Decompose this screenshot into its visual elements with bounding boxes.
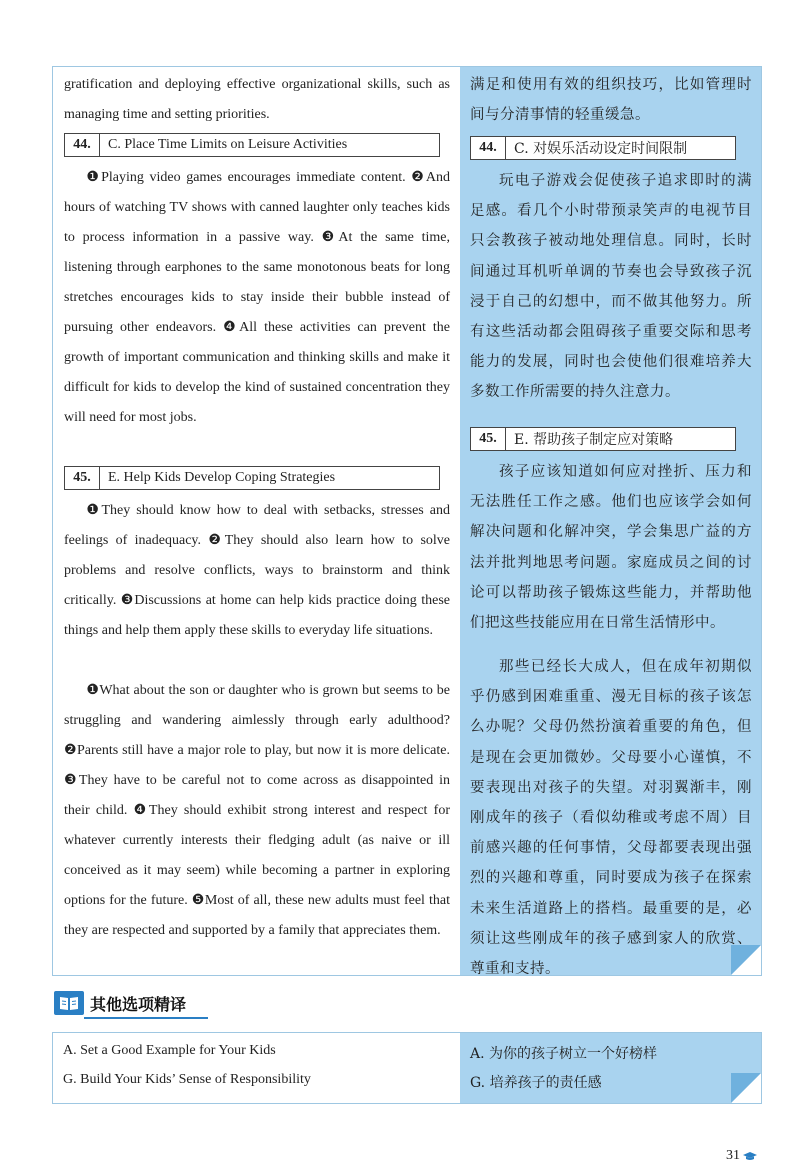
heading-45-en — [64, 466, 440, 490]
english-paragraph-45: ❶They should know how to deal with setbacks, stresses and feelings of inadequacy. ❷They should also learn how to solve problems and resolve conflicts, ways to brainstorm and think critically. ❸Discussions at home can help kids practice doing these things and help them apply these skills to everyday life situations. — [64, 503, 450, 638]
heading-45-title-zh: E. 帮助孩子制定应对策略 — [514, 432, 674, 448]
option-a-en: A. Set a Good Example for Your Kids — [63, 1043, 276, 1058]
section-underline — [84, 1017, 208, 1019]
option-a-zh: A. 为你的孩子树立一个好榜样 — [470, 1046, 658, 1062]
page-number-text: 31 — [726, 1148, 740, 1163]
heading-44-title-zh: C. 对娱乐活动设定时间限制 — [514, 141, 688, 157]
heading-44-number: 44. — [65, 134, 100, 156]
heading-45-title: E. Help Kids Develop Coping Strategies — [108, 470, 336, 485]
chinese-intro: 满足和使用有效的组织技巧，比如管理时间与分清事情的轻重缓急。 — [470, 77, 752, 124]
heading-44-title: C. Place Time Limits on Leisure Activities — [108, 137, 348, 152]
option-g-en: G. Build Your Kids’ Sense of Responsibility — [63, 1072, 311, 1087]
section-header — [54, 990, 186, 1016]
options-fold-flap — [731, 1073, 761, 1103]
page-number — [726, 1148, 758, 1164]
english-intro: gratification and deploying effective organizational skills, such as managing time and setting priorities. — [64, 77, 450, 122]
open-book-icon — [54, 991, 84, 1015]
option-g-zh: G. 培养孩子的责任感 — [470, 1075, 602, 1091]
graduation-cap-icon — [742, 1151, 758, 1161]
heading-44-zh — [470, 136, 736, 160]
chinese-paragraph-45: 孩子应该知道如何应对挫折、压力和无法胜任工作之感。他们也应该学会如何解决问题和化解冲突，学会集思广益的方法并批判地思考问题。家庭成员之间的讨论可以帮助孩子锻炼这些能力，并帮助他们把这些技能应用在日常生活情形中。 — [470, 464, 752, 632]
chinese-paragraph-44: 玩电子游戏会促使孩子追求即时的满足感。看几个小时带预录笑声的电视节目只会教孩子被动地处理信息。同时，长时间通过耳机听单调的节奏也会导致孩子沉浸于自己的幻想中，而不做其他努力。所有这些活动都会阻碍孩子重要交际和思考能力的发展，同时也会使他们很难培养大多数工作所需要的持久注意力。 — [470, 173, 752, 401]
english-paragraph-44: ❶Playing video games encourages immediate content. ❷And hours of watching TV shows with canned laughter only teaches kids to process information in a passive way. ❸At the same time, listening through earphones to the same monotonous beats for long stretches encourages kids to stay inside their bubble instead of pursuing other endeavors. ❹All these activities can prevent the growth of important communication and thinking skills and make it difficult for kids to develop the kind of sustained concentration they will need for most jobs. — [64, 170, 450, 425]
english-paragraph-last: ❶What about the son or daughter who is grown but seems to be struggling and wandering aimlessly through early adulthood? ❷Parents still have a major role to play, but now it is more delicate. ❸They have to be careful not to come across as disappointed in their child. ❹They should exhibit strong interest and respect for whatever currently interests their fledging adult (as naive or ill conceived as it may seem) while becoming a partner in exploring options for the future. ❺Most of all, these new adults must feel that they are respected and supported by a family that appreciates them. — [64, 683, 450, 938]
section-title: 其他选项精译 — [90, 994, 187, 1014]
heading-44-en — [64, 133, 440, 157]
chinese-paragraph-last: 那些已经长大成人，但在成年初期似乎仍感到困难重重、漫无目标的孩子该怎么办呢？父母仍然扮演着重要的角色，但是现在会更加微妙。父母要小心谨慎，不要表现出对孩子的失望。对羽翼渐丰，刚刚成年的孩子（看似幼稚或考虑不周）目前感兴趣的任何事情，父母都要表现出强烈的兴趣和尊重，同时要成为孩子在探索未来生活道路上的搭档。最重要的是，必须让这些刚成年的孩子感到家人的欣赏、尊重和支持。 — [470, 659, 752, 978]
heading-45-zh — [470, 427, 736, 451]
heading-45-number: 45. — [65, 467, 100, 489]
heading-44-number-zh: 44. — [471, 137, 506, 159]
heading-45-number-zh: 45. — [471, 428, 506, 450]
